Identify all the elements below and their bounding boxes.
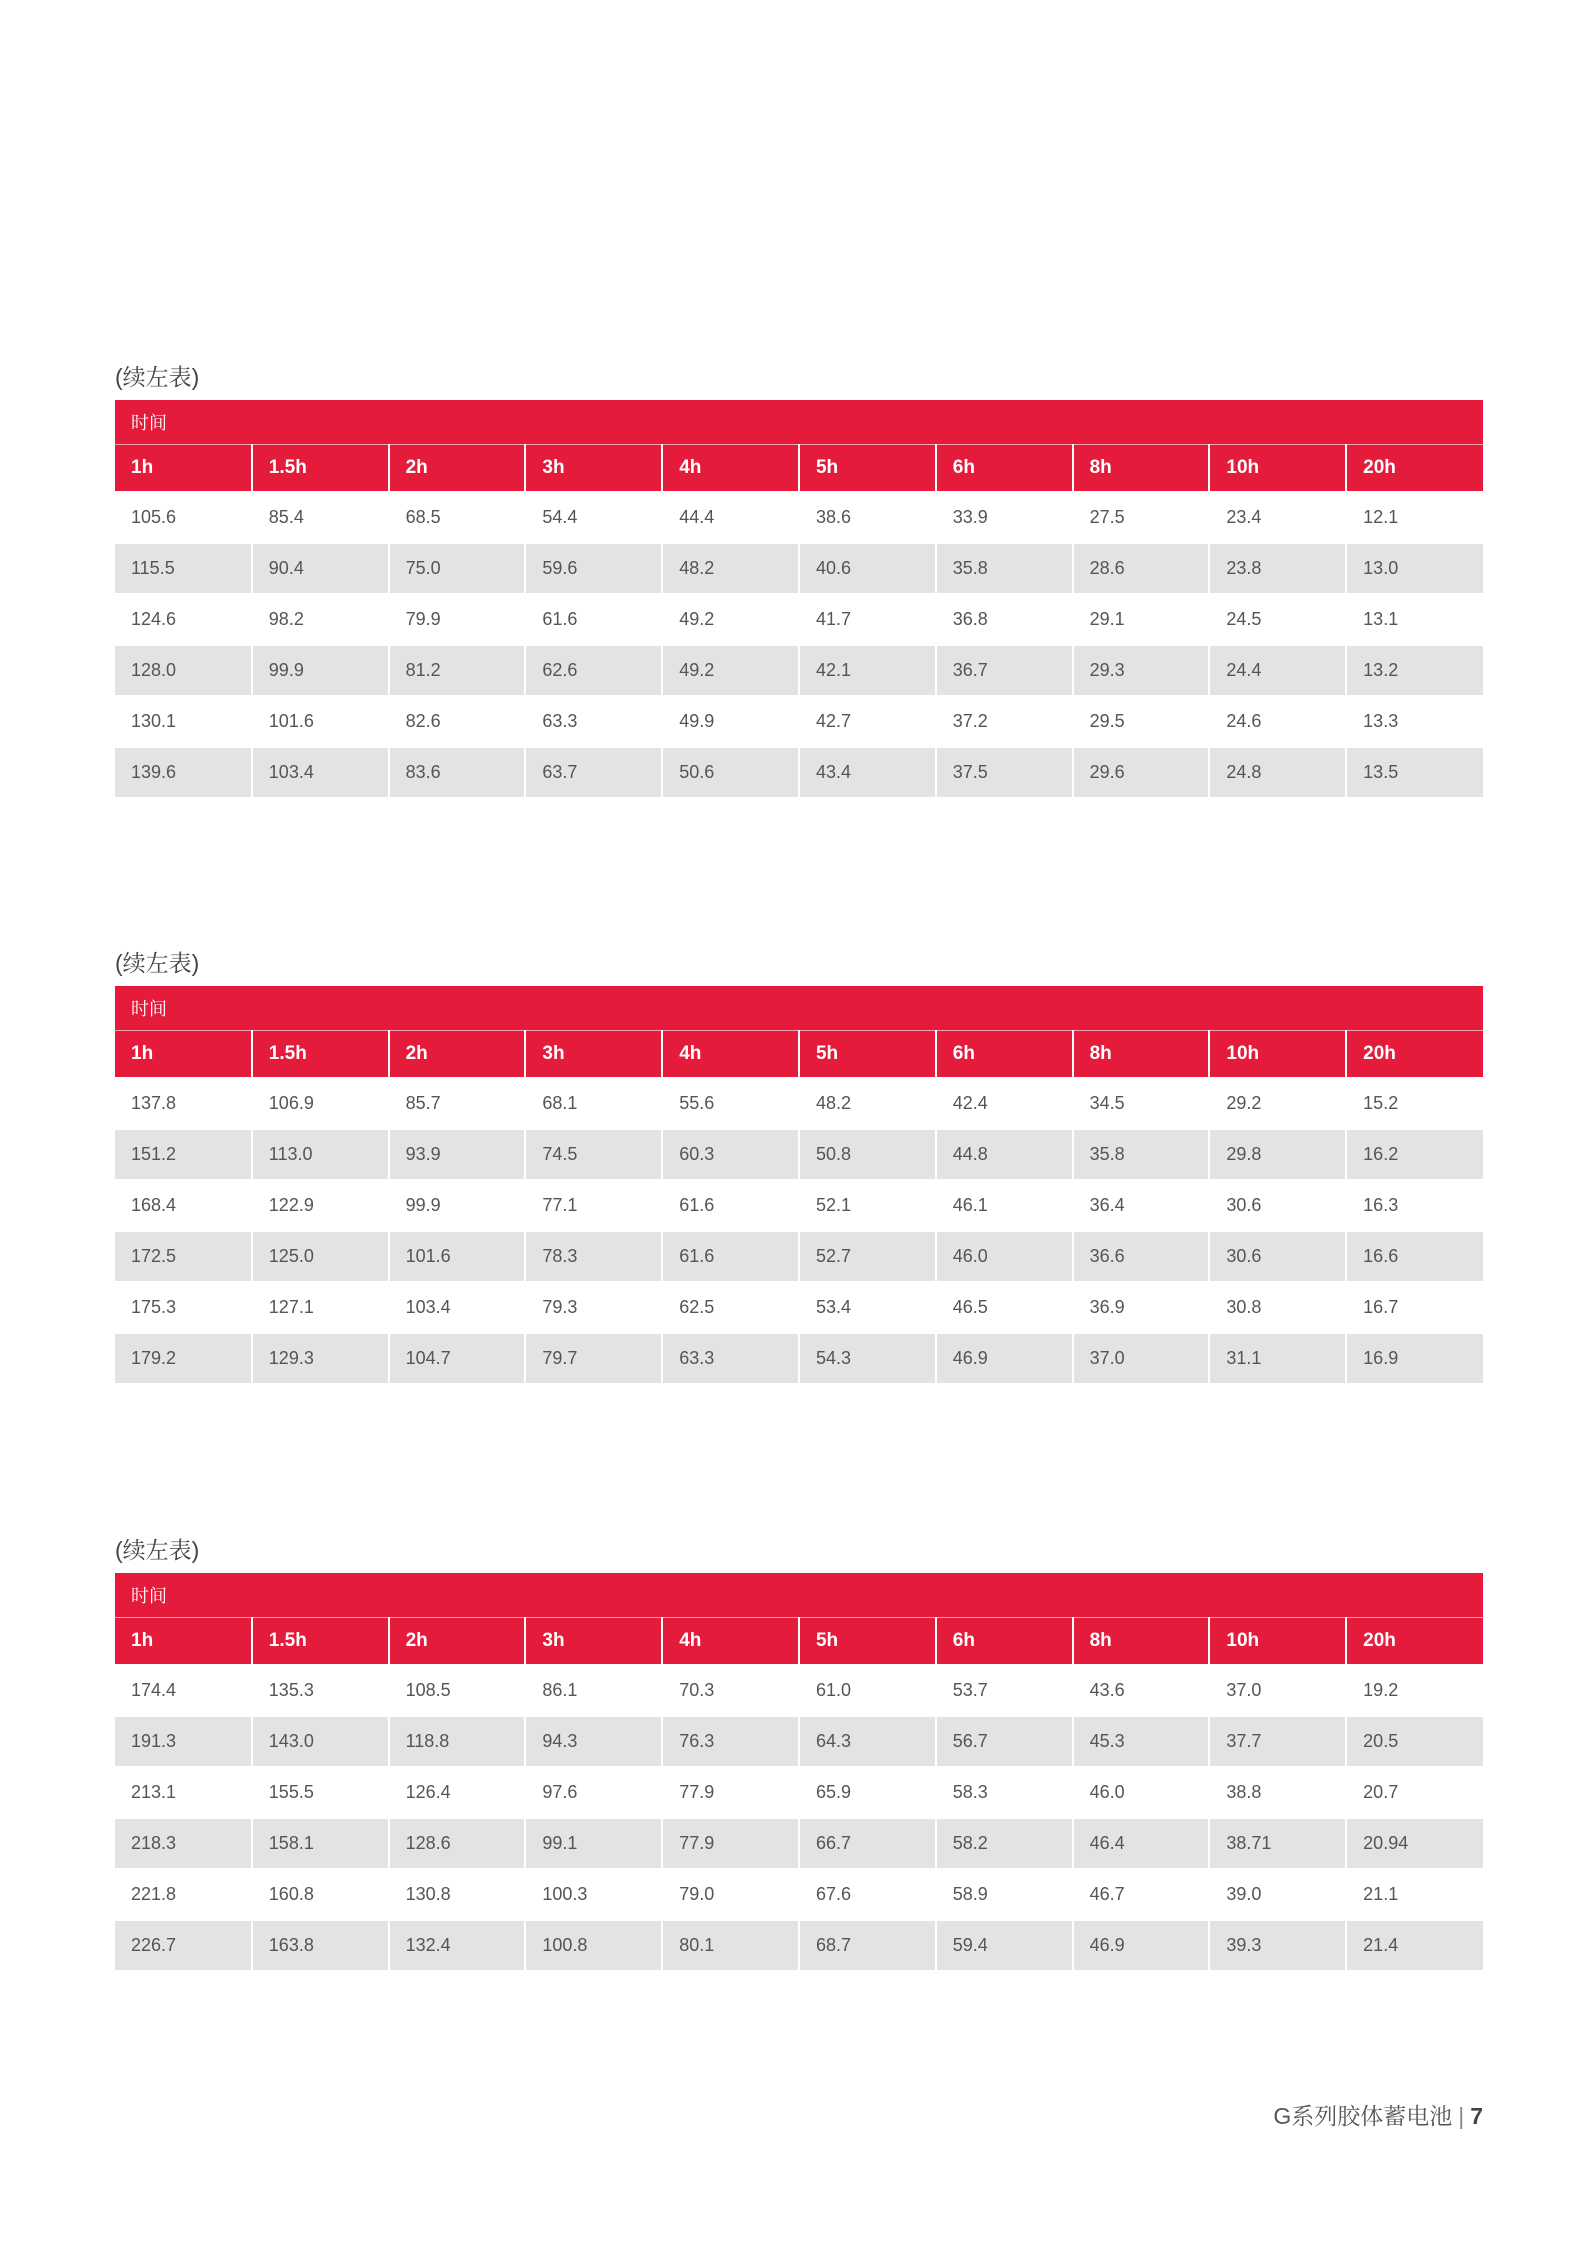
- column-header: 20h: [1346, 1618, 1483, 1666]
- table-cell: 122.9: [252, 1180, 389, 1231]
- table-cell: 13.2: [1346, 645, 1483, 696]
- table-cell: 125.0: [252, 1231, 389, 1282]
- table-cell: 100.3: [525, 1869, 662, 1920]
- table-cell: 113.0: [252, 1129, 389, 1180]
- table-cell: 16.7: [1346, 1282, 1483, 1333]
- table-cell: 97.6: [525, 1767, 662, 1818]
- table-row: [115, 1716, 1483, 1767]
- table-cell: 36.6: [1073, 1231, 1210, 1282]
- table-cell: 80.1: [662, 1920, 799, 1971]
- table-cell: 36.7: [936, 645, 1073, 696]
- table-cell: 59.6: [525, 543, 662, 594]
- table-cell: 44.8: [936, 1129, 1073, 1180]
- table-cell: 75.0: [389, 543, 526, 594]
- table-cell: 99.9: [252, 645, 389, 696]
- table-cell: 13.0: [1346, 543, 1483, 594]
- table-cell: 35.8: [936, 543, 1073, 594]
- table-cell: 68.1: [525, 1078, 662, 1129]
- column-header: 1.5h: [252, 445, 389, 493]
- table-row: [115, 1920, 1483, 1971]
- table-cell: 43.6: [1073, 1665, 1210, 1716]
- table-header-row: [115, 1618, 1483, 1666]
- table-cell: 16.6: [1346, 1231, 1483, 1282]
- table-cell: 74.5: [525, 1129, 662, 1180]
- table-cell: 16.9: [1346, 1333, 1483, 1384]
- column-header: 3h: [525, 1618, 662, 1666]
- group-label: 时间: [115, 1573, 1483, 1618]
- column-header: 5h: [799, 1031, 936, 1079]
- column-header: 10h: [1209, 445, 1346, 493]
- table-cell: 41.7: [799, 594, 936, 645]
- table-row: [115, 1129, 1483, 1180]
- table-cell: 16.2: [1346, 1129, 1483, 1180]
- table-cell: 81.2: [389, 645, 526, 696]
- column-header: 20h: [1346, 1031, 1483, 1079]
- table-cell: 76.3: [662, 1716, 799, 1767]
- table-cell: 90.4: [252, 543, 389, 594]
- table-cell: 115.5: [115, 543, 252, 594]
- table-cell: 37.5: [936, 747, 1073, 798]
- table-cell: 37.0: [1209, 1665, 1346, 1716]
- table-cell: 50.8: [799, 1129, 936, 1180]
- table-cell: 130.8: [389, 1869, 526, 1920]
- table-cell: 46.9: [1073, 1920, 1210, 1971]
- table-row: [115, 1231, 1483, 1282]
- table-row: [115, 1282, 1483, 1333]
- table-cell: 77.9: [662, 1767, 799, 1818]
- table-row: [115, 1818, 1483, 1869]
- column-header: 3h: [525, 1031, 662, 1079]
- table-cell: 53.4: [799, 1282, 936, 1333]
- group-label: 时间: [115, 400, 1483, 445]
- table-row: [115, 1767, 1483, 1818]
- table-cell: 129.3: [252, 1333, 389, 1384]
- table-cell: 124.6: [115, 594, 252, 645]
- table-cell: 21.4: [1346, 1920, 1483, 1971]
- table-cell: 130.1: [115, 696, 252, 747]
- table-cell: 67.6: [799, 1869, 936, 1920]
- table-cell: 143.0: [252, 1716, 389, 1767]
- discharge-table-1: [115, 400, 1483, 799]
- table-cell: 160.8: [252, 1869, 389, 1920]
- column-header: 2h: [389, 1618, 526, 1666]
- table-cell: 37.0: [1073, 1333, 1210, 1384]
- table-row: [115, 1869, 1483, 1920]
- table-cell: 61.6: [662, 1231, 799, 1282]
- table-cell: 62.5: [662, 1282, 799, 1333]
- table-cell: 23.4: [1209, 492, 1346, 543]
- table-cell: 48.2: [662, 543, 799, 594]
- table-cell: 30.8: [1209, 1282, 1346, 1333]
- table-cell: 46.7: [1073, 1869, 1210, 1920]
- column-header: 8h: [1073, 445, 1210, 493]
- table-cell: 151.2: [115, 1129, 252, 1180]
- table-cell: 77.9: [662, 1818, 799, 1869]
- table-cell: 49.9: [662, 696, 799, 747]
- column-header: 6h: [936, 445, 1073, 493]
- table-cell: 64.3: [799, 1716, 936, 1767]
- table-cell: 83.6: [389, 747, 526, 798]
- table-cell: 38.6: [799, 492, 936, 543]
- table-cell: 101.6: [389, 1231, 526, 1282]
- table-cell: 128.6: [389, 1818, 526, 1869]
- column-header: 8h: [1073, 1618, 1210, 1666]
- table-cell: 52.1: [799, 1180, 936, 1231]
- column-header: 4h: [662, 1031, 799, 1079]
- group-label: 时间: [115, 986, 1483, 1031]
- table-cell: 118.8: [389, 1716, 526, 1767]
- table-cell: 68.5: [389, 492, 526, 543]
- table-cell: 29.6: [1073, 747, 1210, 798]
- column-header: 1h: [115, 1031, 252, 1079]
- table-cell: 85.7: [389, 1078, 526, 1129]
- table-cell: 27.5: [1073, 492, 1210, 543]
- column-header: 6h: [936, 1618, 1073, 1666]
- table-cell: 24.6: [1209, 696, 1346, 747]
- column-header: 3h: [525, 445, 662, 493]
- column-header: 6h: [936, 1031, 1073, 1079]
- table-cell: 46.1: [936, 1180, 1073, 1231]
- table-cell: 13.3: [1346, 696, 1483, 747]
- column-header: 10h: [1209, 1031, 1346, 1079]
- table-cell: 46.0: [1073, 1767, 1210, 1818]
- table-cell: 54.4: [525, 492, 662, 543]
- table-row: [115, 543, 1483, 594]
- table-cell: 29.5: [1073, 696, 1210, 747]
- table-cell: 39.0: [1209, 1869, 1346, 1920]
- section-title: (续左表): [115, 364, 200, 390]
- table-cell: 23.8: [1209, 543, 1346, 594]
- table-cell: 35.8: [1073, 1129, 1210, 1180]
- table-cell: 37.2: [936, 696, 1073, 747]
- table-cell: 36.4: [1073, 1180, 1210, 1231]
- footer-separator: |: [1458, 2103, 1465, 2129]
- table-cell: 103.4: [389, 1282, 526, 1333]
- table-row: [115, 747, 1483, 798]
- table-cell: 221.8: [115, 1869, 252, 1920]
- table-cell: 79.3: [525, 1282, 662, 1333]
- table-cell: 56.7: [936, 1716, 1073, 1767]
- table-cell: 37.7: [1209, 1716, 1346, 1767]
- table-cell: 139.6: [115, 747, 252, 798]
- table-cell: 175.3: [115, 1282, 252, 1333]
- table-cell: 30.6: [1209, 1180, 1346, 1231]
- table-cell: 59.4: [936, 1920, 1073, 1971]
- table-cell: 179.2: [115, 1333, 252, 1384]
- table-cell: 21.1: [1346, 1869, 1483, 1920]
- table-cell: 70.3: [662, 1665, 799, 1716]
- table-cell: 20.7: [1346, 1767, 1483, 1818]
- column-header: 2h: [389, 1031, 526, 1079]
- table-cell: 191.3: [115, 1716, 252, 1767]
- table-cell: 103.4: [252, 747, 389, 798]
- discharge-table-3: [115, 1573, 1483, 1972]
- column-header: 4h: [662, 445, 799, 493]
- table-row: [115, 696, 1483, 747]
- table-cell: 65.9: [799, 1767, 936, 1818]
- table-cell: 29.3: [1073, 645, 1210, 696]
- table-cell: 42.7: [799, 696, 936, 747]
- table-cell: 40.6: [799, 543, 936, 594]
- table-cell: 168.4: [115, 1180, 252, 1231]
- table-cell: 15.2: [1346, 1078, 1483, 1129]
- table-cell: 29.2: [1209, 1078, 1346, 1129]
- table-group-header: [115, 986, 1483, 1031]
- table-cell: 218.3: [115, 1818, 252, 1869]
- table-cell: 86.1: [525, 1665, 662, 1716]
- table-cell: 137.8: [115, 1078, 252, 1129]
- table-cell: 213.1: [115, 1767, 252, 1818]
- table-cell: 105.6: [115, 492, 252, 543]
- table-cell: 77.1: [525, 1180, 662, 1231]
- table-cell: 52.7: [799, 1231, 936, 1282]
- table-cell: 94.3: [525, 1716, 662, 1767]
- table-row: [115, 1078, 1483, 1129]
- table-cell: 29.8: [1209, 1129, 1346, 1180]
- page-number: 7: [1470, 2103, 1483, 2129]
- section-title: (续左表): [115, 950, 200, 976]
- table-cell: 48.2: [799, 1078, 936, 1129]
- table-cell: 24.5: [1209, 594, 1346, 645]
- table-cell: 126.4: [389, 1767, 526, 1818]
- table-cell: 172.5: [115, 1231, 252, 1282]
- table-cell: 128.0: [115, 645, 252, 696]
- table-cell: 55.6: [662, 1078, 799, 1129]
- table-cell: 38.8: [1209, 1767, 1346, 1818]
- table-cell: 49.2: [662, 645, 799, 696]
- table-cell: 93.9: [389, 1129, 526, 1180]
- table-cell: 100.8: [525, 1920, 662, 1971]
- table-cell: 61.6: [525, 594, 662, 645]
- table-cell: 43.4: [799, 747, 936, 798]
- table-cell: 63.7: [525, 747, 662, 798]
- table-body: [115, 1078, 1483, 1384]
- table-row: [115, 1665, 1483, 1716]
- table-cell: 62.6: [525, 645, 662, 696]
- table-cell: 106.9: [252, 1078, 389, 1129]
- table-cell: 79.9: [389, 594, 526, 645]
- table-cell: 63.3: [662, 1333, 799, 1384]
- table-cell: 58.3: [936, 1767, 1073, 1818]
- column-header: 5h: [799, 445, 936, 493]
- table-cell: 61.6: [662, 1180, 799, 1231]
- column-header: 1.5h: [252, 1031, 389, 1079]
- table-cell: 85.4: [252, 492, 389, 543]
- column-header: 10h: [1209, 1618, 1346, 1666]
- table-cell: 127.1: [252, 1282, 389, 1333]
- table-cell: 63.3: [525, 696, 662, 747]
- table-cell: 99.9: [389, 1180, 526, 1231]
- section-title: (续左表): [115, 1537, 200, 1563]
- table-cell: 132.4: [389, 1920, 526, 1971]
- table-cell: 20.5: [1346, 1716, 1483, 1767]
- column-header: 8h: [1073, 1031, 1210, 1079]
- table-cell: 58.9: [936, 1869, 1073, 1920]
- table-cell: 98.2: [252, 594, 389, 645]
- table-cell: 135.3: [252, 1665, 389, 1716]
- table-cell: 46.5: [936, 1282, 1073, 1333]
- table-row: [115, 1180, 1483, 1231]
- table-cell: 49.2: [662, 594, 799, 645]
- table-cell: 46.0: [936, 1231, 1073, 1282]
- table-cell: 155.5: [252, 1767, 389, 1818]
- table-group-header: [115, 400, 1483, 445]
- column-header: 1h: [115, 1618, 252, 1666]
- table-cell: 42.4: [936, 1078, 1073, 1129]
- table-body: [115, 1665, 1483, 1971]
- table-cell: 39.3: [1209, 1920, 1346, 1971]
- table-cell: 60.3: [662, 1129, 799, 1180]
- table-cell: 36.9: [1073, 1282, 1210, 1333]
- table-cell: 34.5: [1073, 1078, 1210, 1129]
- footer-product-name: G系列胶体蓄电池: [1273, 2103, 1453, 2129]
- column-header: 20h: [1346, 445, 1483, 493]
- table-section-3: [115, 1535, 1483, 1972]
- table-cell: 79.7: [525, 1333, 662, 1384]
- table-cell: 58.2: [936, 1818, 1073, 1869]
- table-cell: 101.6: [252, 696, 389, 747]
- table-cell: 33.9: [936, 492, 1073, 543]
- table-cell: 163.8: [252, 1920, 389, 1971]
- table-cell: 61.0: [799, 1665, 936, 1716]
- column-header: 4h: [662, 1618, 799, 1666]
- table-header-row: [115, 445, 1483, 493]
- table-cell: 104.7: [389, 1333, 526, 1384]
- table-cell: 13.1: [1346, 594, 1483, 645]
- table-cell: 16.3: [1346, 1180, 1483, 1231]
- table-row: [115, 1333, 1483, 1384]
- table-row: [115, 594, 1483, 645]
- table-row: [115, 492, 1483, 543]
- table-cell: 79.0: [662, 1869, 799, 1920]
- table-section-1: [115, 362, 1483, 799]
- table-cell: 30.6: [1209, 1231, 1346, 1282]
- table-cell: 82.6: [389, 696, 526, 747]
- table-cell: 78.3: [525, 1231, 662, 1282]
- table-cell: 46.4: [1073, 1818, 1210, 1869]
- table-group-header: [115, 1573, 1483, 1618]
- table-cell: 19.2: [1346, 1665, 1483, 1716]
- column-header: 1h: [115, 445, 252, 493]
- table-row: [115, 645, 1483, 696]
- table-cell: 42.1: [799, 645, 936, 696]
- table-cell: 12.1: [1346, 492, 1483, 543]
- table-cell: 20.94: [1346, 1818, 1483, 1869]
- table-cell: 108.5: [389, 1665, 526, 1716]
- table-header-row: [115, 1031, 1483, 1079]
- table-cell: 24.4: [1209, 645, 1346, 696]
- table-body: [115, 492, 1483, 798]
- table-cell: 68.7: [799, 1920, 936, 1971]
- table-section-2: [115, 948, 1483, 1385]
- table-cell: 36.8: [936, 594, 1073, 645]
- table-cell: 28.6: [1073, 543, 1210, 594]
- table-cell: 44.4: [662, 492, 799, 543]
- column-header: 2h: [389, 445, 526, 493]
- table-cell: 53.7: [936, 1665, 1073, 1716]
- discharge-table-2: [115, 986, 1483, 1385]
- table-cell: 66.7: [799, 1818, 936, 1869]
- table-cell: 46.9: [936, 1333, 1073, 1384]
- table-cell: 24.8: [1209, 747, 1346, 798]
- table-cell: 99.1: [525, 1818, 662, 1869]
- table-cell: 31.1: [1209, 1333, 1346, 1384]
- table-cell: 50.6: [662, 747, 799, 798]
- table-cell: 158.1: [252, 1818, 389, 1869]
- page-footer: [1273, 2098, 1483, 2131]
- table-cell: 29.1: [1073, 594, 1210, 645]
- table-cell: 54.3: [799, 1333, 936, 1384]
- table-cell: 45.3: [1073, 1716, 1210, 1767]
- table-cell: 174.4: [115, 1665, 252, 1716]
- column-header: 5h: [799, 1618, 936, 1666]
- column-header: 1.5h: [252, 1618, 389, 1666]
- table-cell: 226.7: [115, 1920, 252, 1971]
- table-cell: 38.71: [1209, 1818, 1346, 1869]
- table-cell: 13.5: [1346, 747, 1483, 798]
